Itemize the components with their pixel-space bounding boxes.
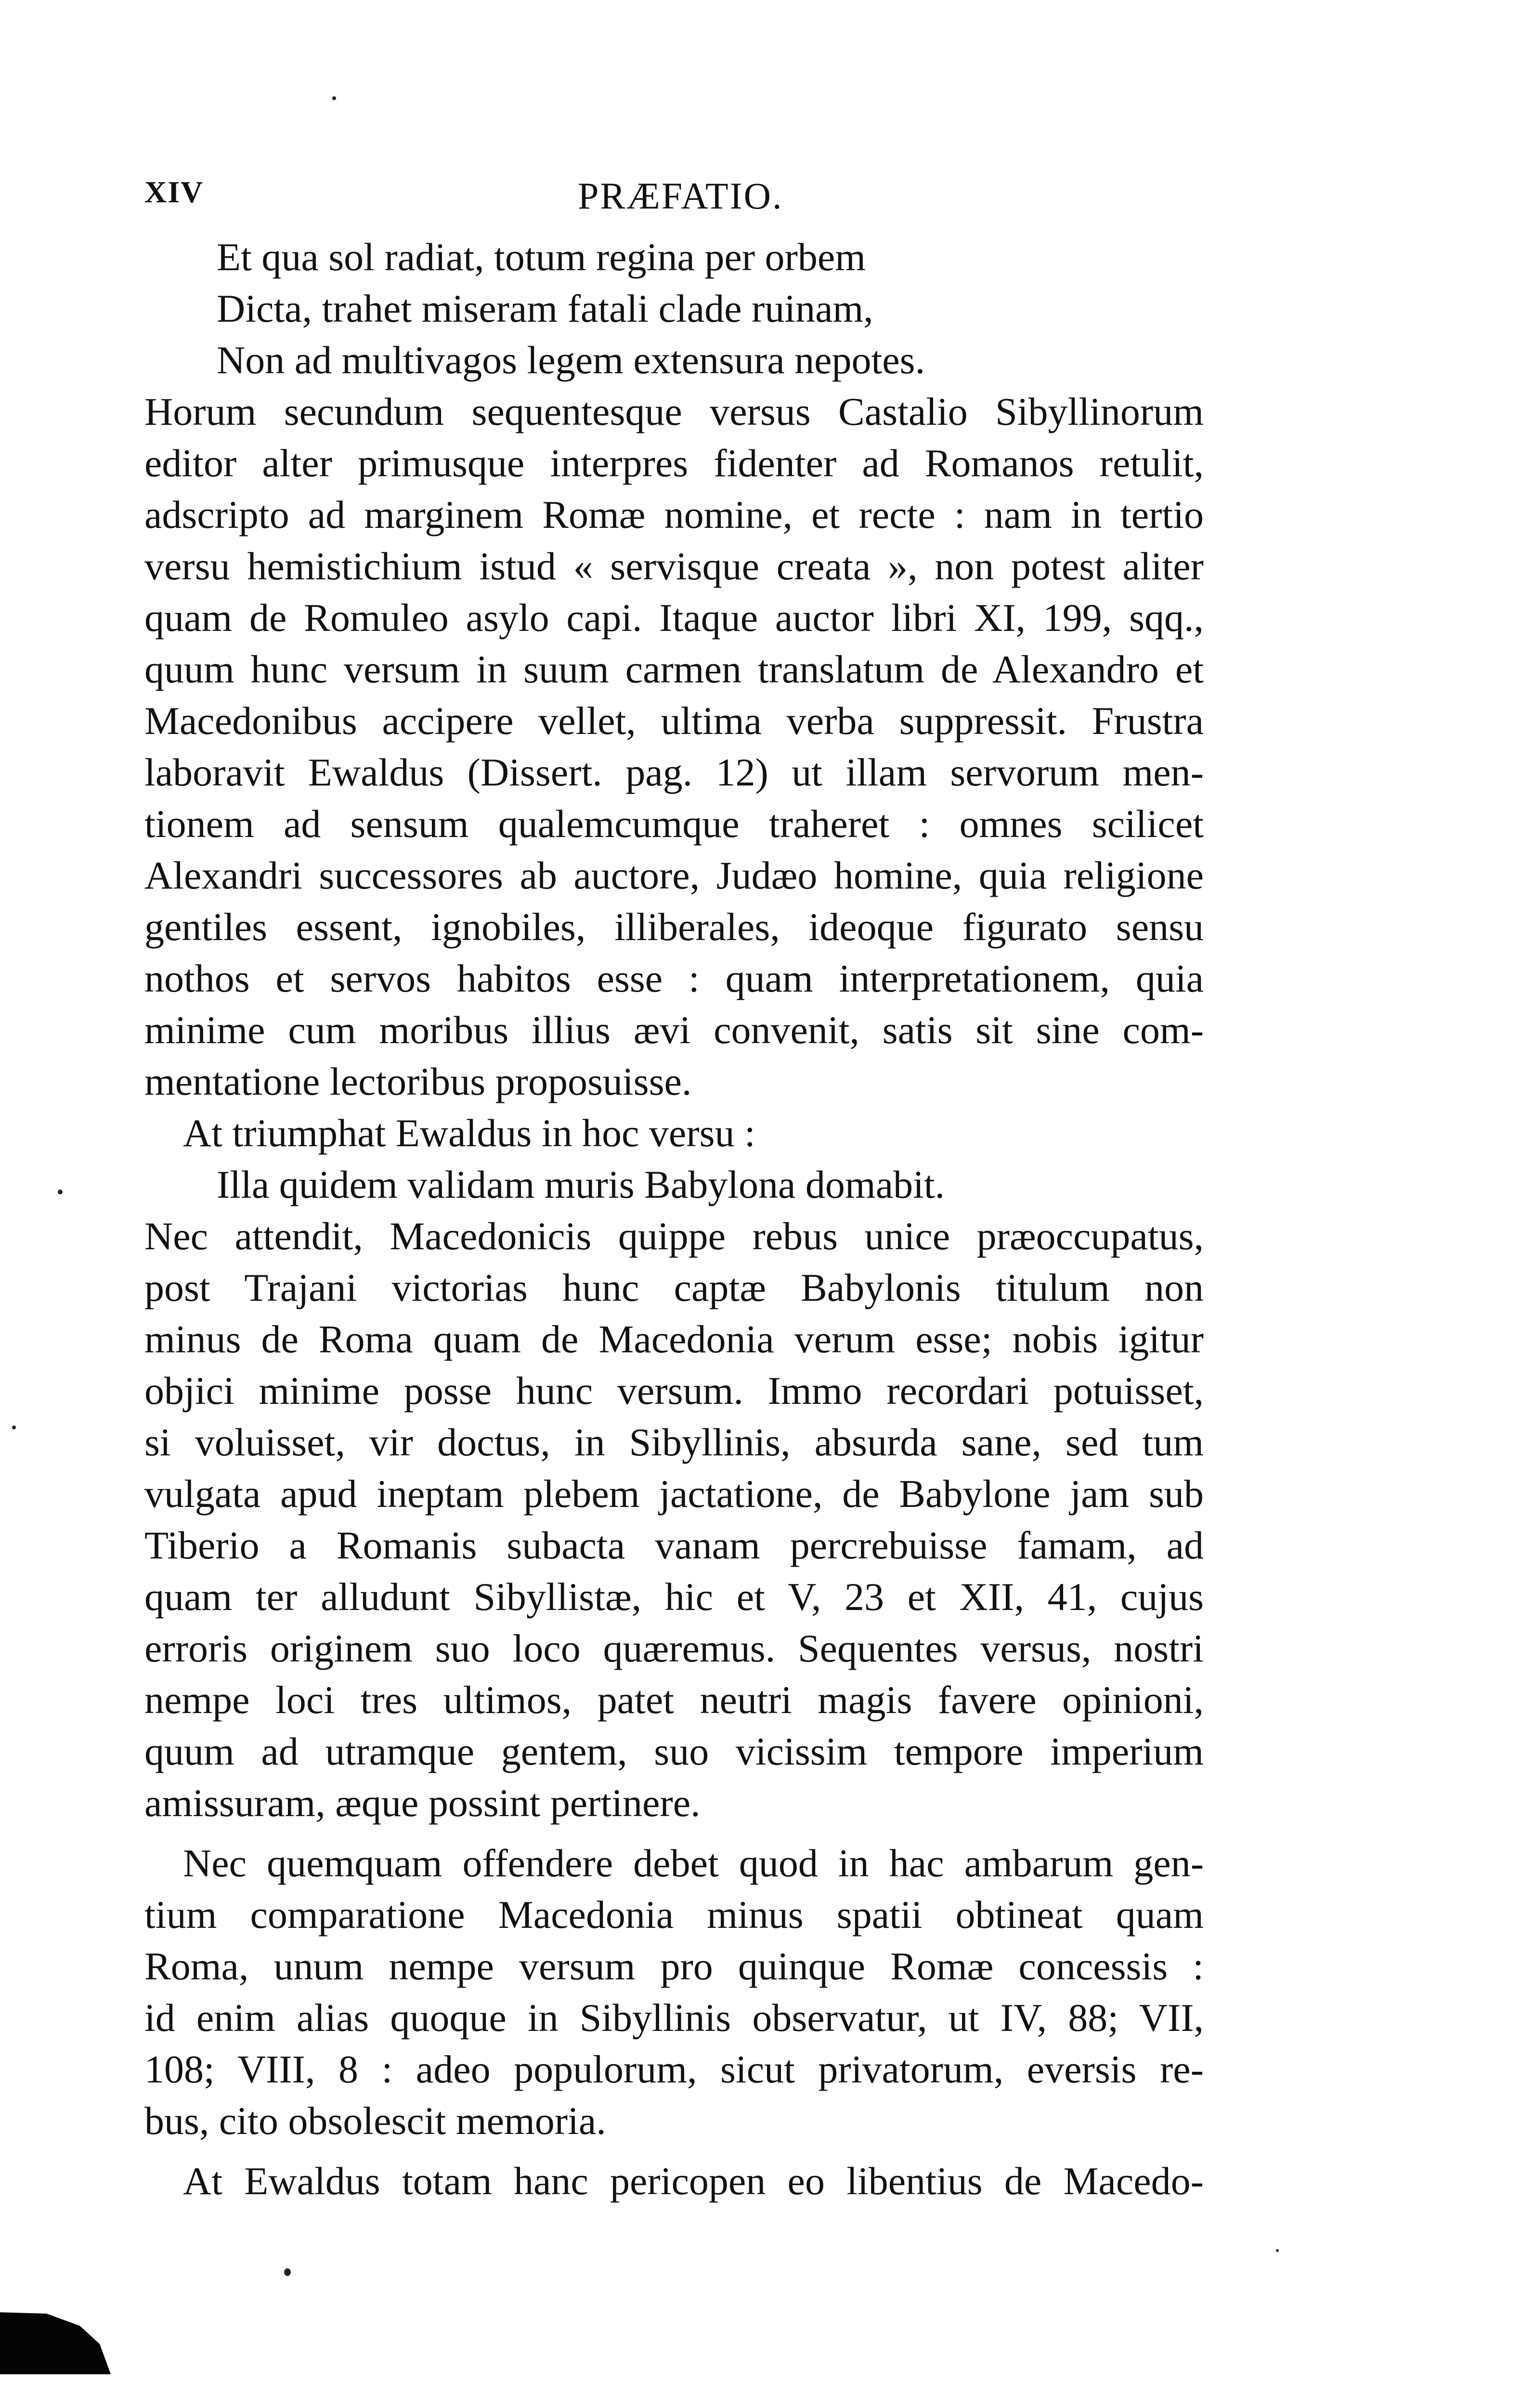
paragraph-line: Nec quemquam offendere debet quod in hac ambarum gen- — [183, 1841, 1204, 1885]
paragraph-line: versu hemistichium istud « servisque creata », non potest aliter — [144, 544, 1204, 588]
paragraph-intro: At triumphat Ewaldus in hoc versu : — [183, 1111, 755, 1155]
paragraph-gap — [144, 1829, 1204, 1837]
verse-line: Dicta, trahet miseram fatali clade ruinam, — [217, 287, 873, 330]
paragraph-line: erroris originem suo loco quæremus. Sequentes versus, nostri — [144, 1626, 1204, 1670]
paragraph-line: laboravit Ewaldus (Dissert. pag. 12) ut illam servorum men- — [144, 750, 1204, 794]
paragraph-line: adscripto ad marginem Romæ nomine, et recte : nam in tertio — [144, 493, 1204, 537]
paragraph-line: id enim alias quoque in Sibyllinis observatur, ut IV, 88; VII, — [144, 1996, 1204, 2040]
paragraph-line: post Trajani victorias hunc captæ Babylonis titulum non — [144, 1266, 1204, 1309]
scan-speck — [332, 96, 336, 100]
paragraph-line: quam de Romuleo asylo capi. Itaque auctor libri XI, 199, sqq., — [144, 596, 1204, 640]
paragraph-line: Nec attendit, Macedonicis quippe rebus unice præoccupatus, — [144, 1214, 1204, 1258]
scan-speck — [12, 1426, 16, 1429]
scan-speck — [284, 2268, 291, 2276]
paragraph-line: At Ewaldus totam hanc pericopen eo libentius de Macedo- — [183, 2159, 1204, 2203]
paragraph-line: quam ter alludunt Sibyllistæ, hic et V, 23 et XII, 41, cujus — [144, 1575, 1204, 1619]
paragraph-line: Alexandri successores ab auctore, Judæo homine, quia religione — [144, 853, 1204, 897]
paragraph-gap — [144, 2146, 1204, 2155]
paragraph-line: gentiles essent, ignobiles, illiberales, ideoque figurato sensu — [144, 905, 1204, 949]
paragraph-line: Roma, unum nempe versum pro quinque Romæ concessis : — [144, 1944, 1204, 1988]
running-head: PRÆFATIO. — [578, 175, 783, 217]
paragraph-line: Tiberio a Romanis subacta vanam percrebuisse famam, ad — [144, 1523, 1204, 1567]
verse-line: Et qua sol radiat, totum regina per orbem — [217, 235, 866, 279]
paragraph-line: minus de Roma quam de Macedonia verum esse; nobis igitur — [144, 1317, 1204, 1361]
paragraph-line: vulgata apud ineptam plebem jactatione, de Babylone jam sub — [144, 1472, 1204, 1516]
paragraph-line: mentatione lectoribus proposuisse. — [144, 1060, 692, 1103]
main-text — [144, 231, 1204, 2207]
paragraph-line: quum hunc versum in suum carmen translatum de Alexandro et — [144, 647, 1204, 691]
paragraph-line: minime cum moribus illius ævi convenit, satis sit sine com- — [144, 1008, 1204, 1052]
verse-line: Illa quidem validam muris Babylona domabit. — [217, 1163, 945, 1206]
paragraph-line: editor alter primusque interpres fidenter ad Romanos retulit, — [144, 441, 1204, 485]
paragraph-line: Macedonibus accipere vellet, ultima verba suppressit. Frustra — [144, 699, 1204, 743]
page-header — [144, 174, 1184, 232]
paragraph-line: 108; VIII, 8 : adeo populorum, sicut privatorum, eversis re- — [144, 2047, 1204, 2091]
paragraph-line: tionem ad sensum qualemcumque traheret : omnes scilicet — [144, 802, 1204, 846]
paragraph-line: objici minime posse hunc versum. Immo recordari potuisset, — [144, 1369, 1204, 1413]
scan-edge-blot — [0, 2307, 111, 2374]
paragraph-line: nempe loci tres ultimos, patet neutri magis favere opinioni, — [144, 1678, 1204, 1722]
scan-speck — [58, 1190, 63, 1194]
paragraph-line: nothos et servos habitos esse : quam interpretationem, quia — [144, 956, 1204, 1000]
page-number: XIV — [144, 175, 204, 209]
scan-speck — [1276, 2249, 1279, 2252]
paragraph-line: bus, cito obsolescit memoria. — [144, 2099, 606, 2143]
paragraph-line: quum ad utramque gentem, suo vicissim tempore imperium — [144, 1729, 1204, 1773]
paragraph-line: si voluisset, vir doctus, in Sibyllinis, absurda sane, sed tum — [144, 1420, 1204, 1464]
paragraph-line: amissuram, æque possint pertinere. — [144, 1781, 701, 1825]
paragraph-line: tium comparatione Macedonia minus spatii obtineat quam — [144, 1893, 1204, 1937]
paragraph-line: Horum secundum sequentesque versus Castalio Sibyllinorum — [144, 390, 1204, 433]
verse-line: Non ad multivagos legem extensura nepotes. — [217, 338, 925, 382]
